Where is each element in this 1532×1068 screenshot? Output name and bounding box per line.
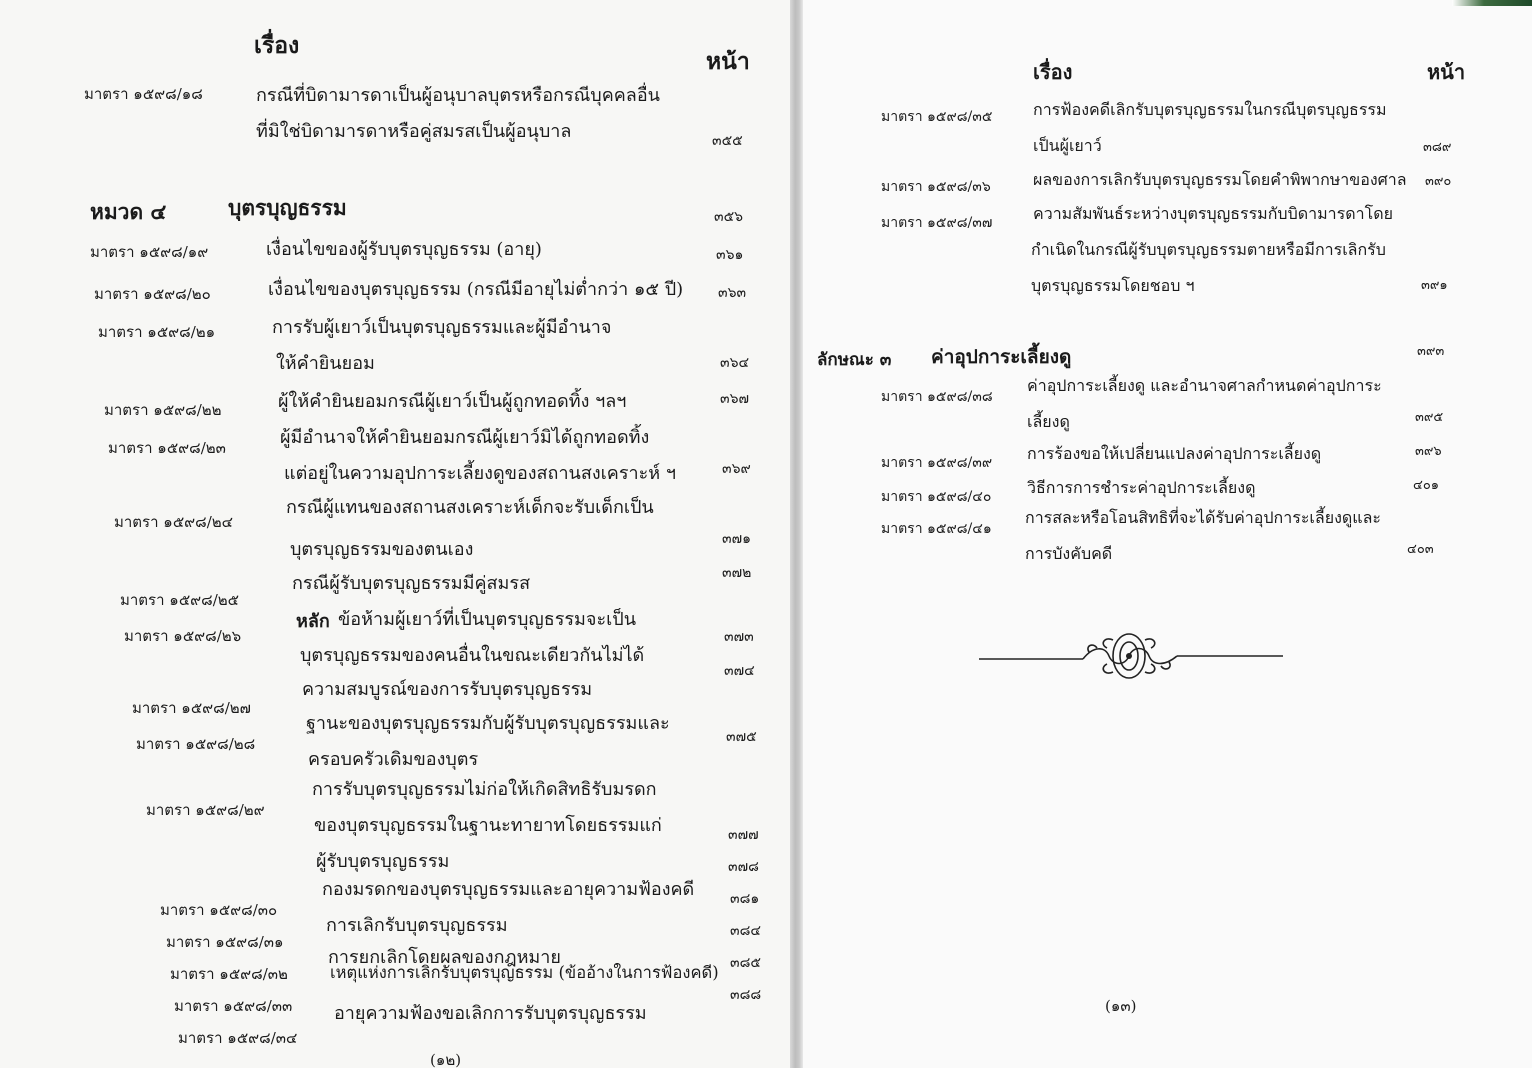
right-page (803, 0, 1532, 1068)
page-number: ๓๘๔ (730, 923, 761, 939)
entry-title: การเลิกรับบุตรบุญธรรม (326, 915, 508, 936)
entry-title: ค่าอุปการะเลี้ยงดู และอำนาจศาลกำหนดค่าอุปการะ (1027, 376, 1382, 395)
page-number: ๓๙๑ (1421, 278, 1448, 293)
entry-title-cont: ครอบครัวเดิมของบุตร (308, 749, 479, 770)
entry-title: กองมรดกของบุตรบุญธรรมและอายุความฟ้องคดี (322, 879, 695, 900)
page-number: ๓๘๘ (730, 987, 762, 1003)
section-number: มาตรา ๑๕๙๘/๒๐ (94, 285, 211, 303)
principle-label: หลัก (296, 611, 330, 632)
page-number: ๓๗๒ (722, 565, 752, 581)
entry-title: กรณีผู้รับบุตรบุญธรรมมีคู่สมรส (292, 573, 531, 594)
section-number: มาตรา ๑๕๙๘/๓๔ (178, 1029, 298, 1047)
entry-title-cont: แต่อยู่ในความอุปการะเลี้ยงดูของสถานสงเคราะห์ ฯ (284, 463, 676, 484)
section-number: มาตรา ๑๕๙๘/๑๘ (84, 85, 203, 103)
entry-title: วิธีการการชำระค่าอุปการะเลี้ยงดู (1027, 478, 1256, 497)
section-number: มาตรา ๑๕๙๘/๓๕ (881, 109, 993, 125)
page-number: ๓๖๑ (716, 247, 744, 263)
page-number: ๓๙๐ (1425, 174, 1452, 189)
section-number: มาตรา ๑๕๙๘/๔๑ (881, 521, 992, 537)
page-number: ๔๐๓ (1407, 542, 1434, 557)
section-number: มาตรา ๑๕๙๘/๒๗ (132, 699, 251, 717)
section-number: มาตรา ๑๕๙๘/๒๑ (98, 323, 216, 341)
chapter-title: ค่าอุปการะเลี้ยงดู (931, 346, 1072, 368)
page-folio: (๑๓) (1105, 997, 1137, 1015)
section-number: มาตรา ๑๕๙๘/๓๘ (881, 389, 993, 405)
entry-title: การยกเลิกโดยผลของกฎหมาย (328, 947, 561, 968)
page-number: ๓๙๓ (1417, 344, 1445, 359)
page-header: หน้า (706, 48, 750, 75)
entry-title-cont: ที่มิใช่บิดามารดาหรือคู่สมรสเป็นผู้อนุบาล (256, 121, 572, 142)
entry-title: ความสมบูรณ์ของการรับบุตรบุญธรรม (302, 679, 593, 700)
page-number: ๓๖๔ (720, 355, 750, 371)
section-number: มาตรา ๑๕๙๘/๔๐ (881, 489, 992, 505)
entry-title-cont: เป็นผู้เยาว์ (1033, 136, 1102, 155)
page-number: ๓๖๓ (718, 285, 747, 301)
entry-title: เงื่อนไขของผู้รับบุตรบุญธรรม (อายุ) (266, 239, 542, 260)
page-number: ๓๗๘ (728, 859, 759, 875)
page-number: ๓๖๗ (720, 391, 749, 407)
entry-title: ข้อห้ามผู้เยาว์ที่เป็นบุตรบุญธรรมจะเป็น (338, 609, 636, 630)
entry-title: การร้องขอให้เปลี่ยนแปลงค่าอุปการะเลี้ยงดู (1027, 444, 1322, 463)
page-number: ๓๗๓ (724, 629, 754, 645)
section-number: มาตรา ๑๕๙๘/๒๙ (146, 801, 265, 819)
entry-title-cont: การบังคับคดี (1025, 544, 1113, 563)
entry-title: การฟ้องคดีเลิกรับบุตรบุญธรรมในกรณีบุตรบุญธรรม (1033, 100, 1387, 119)
section-number: มาตรา ๑๕๙๘/๒๕ (120, 591, 240, 609)
section-number: มาตรา ๑๕๙๘/๒๓ (108, 439, 226, 457)
subject-header: เรื่อง (1033, 60, 1073, 84)
ornament-divider (977, 626, 1297, 686)
page-number: ๓๗๑ (722, 531, 751, 547)
entry-title: เหตุแห่งการเลิกรับบุตรบุญธรรม (ข้ออ้างในการฟ้องคดี) (330, 963, 719, 982)
page-number: ๓๙๖ (1415, 444, 1442, 459)
entry-title: การสละหรือโอนสิทธิที่จะได้รับค่าอุปการะเลี้ยงดูและ (1025, 508, 1381, 527)
entry-title: ความสัมพันธ์ระหว่างบุตรบุญธรรมกับบิดามารดาโดย (1033, 204, 1393, 223)
entry-title: เงื่อนไขของบุตรบุญธรรม (กรณีมีอายุไม่ต่ำกว่า ๑๕ ปี) (268, 279, 684, 300)
section-number: มาตรา ๑๕๙๘/๓๙ (881, 455, 993, 471)
entry-title-cont: ผู้รับบุตรบุญธรรม (316, 851, 450, 872)
section-number: มาตรา ๑๕๙๘/๑๙ (90, 243, 209, 261)
entry-title-cont: ของบุตรบุญธรรมในฐานะทายาทโดยธรรมแก่ (314, 815, 662, 836)
entry-title-cont: ให้คำยินยอม (276, 353, 375, 374)
entry-title: อายุความฟ้องขอเลิกการรับบุตรบุญธรรม (334, 1003, 647, 1024)
entry-title: การรับบุตรบุญธรรมไม่ก่อให้เกิดสิทธิรับมรดก (312, 779, 657, 800)
section-number: มาตรา ๑๕๙๘/๓๗ (881, 215, 993, 231)
page-number: ๓๘๙ (1423, 140, 1452, 155)
section-number: มาตรา ๑๕๙๘/๒๖ (124, 627, 242, 645)
section-number: มาตรา ๑๕๙๘/๒๒ (104, 401, 222, 419)
page-header: หน้า (1427, 60, 1466, 84)
entry-title-cont: บุตรบุญธรรมของคนอื่นในขณะเดียวกันไม่ได้ (300, 645, 645, 666)
section-number: มาตรา ๑๕๙๘/๓๐ (160, 901, 278, 919)
page-number: ๓๘๕ (730, 955, 761, 971)
entry-title: กรณีผู้แทนของสถานสงเคราะห์เด็กจะรับเด็กเป็น (286, 497, 654, 518)
entry-title-cont: บุตรบุญธรรมโดยชอบ ฯ (1031, 276, 1195, 295)
page-number: ๓๕๕ (712, 133, 743, 149)
section-number: มาตรา ๑๕๙๘/๒๔ (114, 513, 234, 531)
page-number: ๓๗๕ (726, 729, 757, 745)
subject-header: เรื่อง (254, 32, 300, 59)
page-number: ๓๕๖ (714, 209, 744, 225)
entry-title: ผลของการเลิกรับบุตรบุญธรรมโดยคำพิพากษาของศาล (1033, 170, 1407, 189)
section-number: มาตรา ๑๕๙๘/๒๘ (136, 735, 256, 753)
page-folio: (๑๒) (430, 1051, 462, 1068)
scan-edge (1452, 0, 1532, 6)
page-number: ๓๘๑ (730, 891, 760, 907)
entry-title: การรับผู้เยาว์เป็นบุตรบุญธรรมและผู้มีอำนาจ (272, 317, 612, 338)
book-gutter (790, 0, 803, 1068)
entry-title-cont: กำเนิดในกรณีผู้รับบุตรบุญธรรมตายหรือมีการเลิกรับ (1031, 240, 1386, 259)
page-number: ๓๗๗ (728, 827, 759, 843)
section-number: มาตรา ๑๕๙๘/๓๑ (166, 933, 284, 951)
entry-title-cont: เลี้ยงดู (1027, 412, 1070, 431)
page-number: ๓๖๙ (722, 461, 751, 477)
section-number: มาตรา ๑๕๙๘/๓๓ (174, 997, 293, 1015)
entry-title: ผู้มีอำนาจให้คำยินยอมกรณีผู้เยาว์มิได้ถูกทอดทิ้ง (280, 427, 650, 448)
entry-title: ผู้ให้คำยินยอมกรณีผู้เยาว์เป็นผู้ถูกทอดทิ้ง ฯลฯ (278, 391, 627, 412)
chapter-label: หมวด ๔ (90, 199, 167, 224)
page-number: ๓๗๔ (724, 663, 755, 679)
section-number: มาตรา ๑๕๙๘/๓๒ (170, 965, 288, 983)
entry-title: กรณีที่บิดามารดาเป็นผู้อนุบาลบุตรหรือกรณีบุคคลอื่น (256, 85, 660, 106)
chapter-label: ลักษณะ ๓ (817, 350, 892, 370)
section-number: มาตรา ๑๕๙๘/๓๖ (881, 179, 991, 195)
chapter-title: บุตรบุญธรรม (228, 195, 347, 220)
page-number: ๓๙๕ (1415, 410, 1444, 425)
entry-title-cont: บุตรบุญธรรมของตนเอง (290, 539, 474, 560)
entry-title: ฐานะของบุตรบุญธรรมกับผู้รับบุตรบุญธรรมและ (306, 713, 670, 734)
page-number: ๔๐๑ (1413, 478, 1440, 493)
